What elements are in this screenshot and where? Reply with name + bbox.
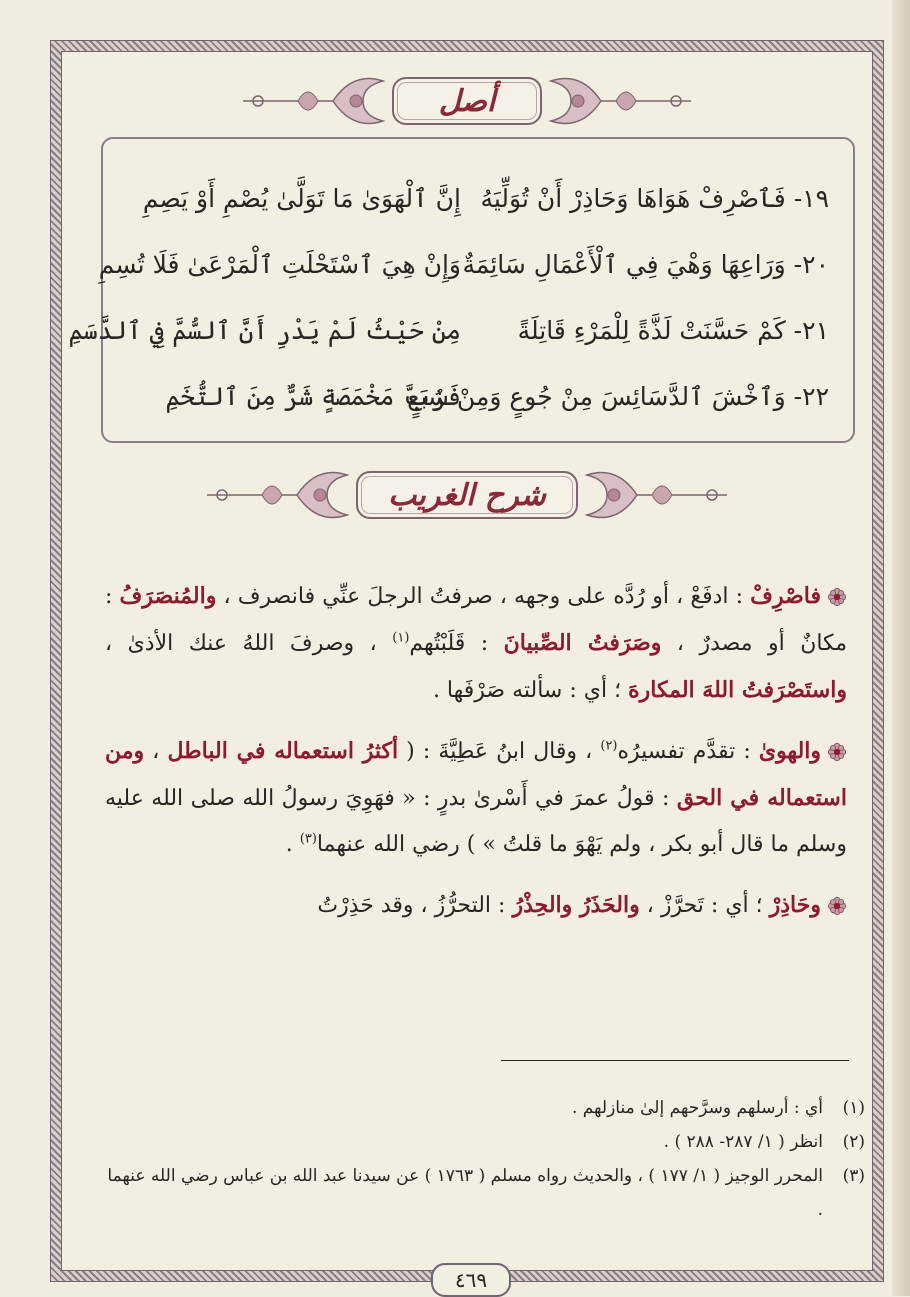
term: والهوىٰ — [758, 738, 822, 764]
footnote-ref: (٣) — [299, 831, 317, 847]
section1-title-plaque — [392, 77, 542, 125]
text-run: : قَلَبْتُهم — [409, 631, 504, 656]
right-ornament-icon — [546, 76, 696, 126]
term: وحَاذِرْ — [769, 892, 821, 918]
footnote-text: انظر ( ١/ ٢٨٧- ٢٨٨ ) . — [663, 1132, 823, 1152]
verse-first-hemistich: ٢١- كَمْ حَسَّنَتْ لَذَّةً لِلْمَرْءِ قَاتِلَةً — [517, 316, 829, 345]
verse-row — [103, 373, 857, 421]
footnote-number: (١) — [842, 1098, 865, 1118]
verse-box — [68, 137, 855, 443]
flower-bullet-icon — [827, 587, 847, 607]
footnote-number: (٣) — [842, 1166, 865, 1186]
page-frame — [50, 40, 884, 1292]
text-run: . — [285, 832, 300, 857]
left-ornament-icon — [202, 470, 352, 520]
flower-bullet-icon — [827, 896, 847, 916]
verse-row — [98, 241, 857, 289]
right-ornament-icon — [582, 470, 732, 520]
verse-first-hemistich: ٢٢- وَٱخْشَ ٱلدَّسَائِسَ مِنْ جُوعٍ وَمِنْ شِبَعٍ — [407, 382, 829, 411]
explanation-text — [105, 573, 847, 943]
text-run: ؛ أي : تَحرَّزْ ، — [639, 893, 770, 918]
verse-first-hemistich: ١٩- فَٱصْرِفْ هَوَاهَا وَحَاذِرْ أَنْ تُوَلِّيَهُ — [480, 184, 829, 213]
text-run: : قولُ عمرَ في أَسْرىٰ بدرٍ : « فهَوِيَ رسولُ الله صلى الله عليه وسلم ما قال أبو بكر ، ولم يَهْوَ ما قلتُ » ) رضي الله عنهما — [105, 786, 847, 857]
footnote-ref: (١) — [392, 630, 410, 646]
text-run: : ادفَعْ ، أو رُدَّه على وجهه ، صرفتُ الرجلَ عنِّي فانصرف ، — [216, 584, 751, 609]
term: واستَصْرَفتُ اللهَ المكارهَ — [628, 677, 847, 703]
section1-header — [61, 71, 873, 131]
flower-bullet-icon — [827, 742, 847, 762]
verse-second-hemistich: إِنَّ ٱلْهَوَىٰ مَا تَوَلَّىٰ يُصْمِ أَوْ يَصِمِ — [142, 184, 461, 213]
section2-title: شرح الغريب — [388, 477, 546, 513]
term: والمُنصَرَفُ — [119, 583, 217, 609]
page-edge — [892, 0, 910, 1296]
footnotes — [105, 1091, 865, 1227]
text-run: ، وقال ابنُ عَطِيَّةَ : ( — [398, 739, 601, 764]
footnote — [105, 1159, 865, 1227]
verse-second-hemistich: مِنْ حَيْثُ لَمْ يَدْرِ أَنَّ ٱلسُّمَّ فِي ٱلدَّسَمِ — [68, 316, 461, 345]
explanation-paragraph — [105, 573, 847, 714]
verse-first-hemistich: ٢٠- وَرَاعِهَا وَهْيَ فِي ٱلْأَعْمَالِ سَائِمَةٌ — [462, 250, 829, 279]
footnote-text: أي : أرسلهم وسرَّحهم إلىٰ منازلهم . — [571, 1098, 823, 1118]
footnote-text: المحرر الوجيز ( ١/ ١٧٧ ) ، والحديث رواه مسلم ( ١٧٦٣ ) عن سيدنا عبد الله بن عباس رضي الله عنهما . — [107, 1166, 823, 1220]
footnote — [105, 1125, 865, 1159]
explanation-paragraph — [105, 882, 847, 929]
text-run: ؛ أي : سألته صَرْفَها . — [432, 678, 629, 703]
verse-second-hemistich: فَرُبَّ مَخْمَصَةٍ شَرٌّ مِنَ ٱلتُّخَمِ — [165, 382, 461, 411]
term: أكثرُ استعماله في الباطل — [167, 738, 399, 764]
page-number: ٤٦٩ — [431, 1263, 511, 1297]
text-run: ، وصرفَ اللهُ عنك الأذىٰ ، — [105, 631, 393, 656]
footnote — [105, 1091, 865, 1125]
left-ornament-icon — [238, 76, 388, 126]
explanation-paragraph — [105, 728, 847, 868]
text-run: : مكانٌ أو مصدرٌ ، — [105, 584, 847, 656]
verse-second-hemistich: وَإِنْ هِيَ ٱسْتَحْلَتِ ٱلْمَرْعَىٰ فَلَا تُسِمِ — [98, 250, 461, 279]
term: وصَرَفتُ الصِّبيانَ — [503, 630, 662, 656]
verse-row — [103, 175, 857, 223]
section2-header — [61, 465, 873, 525]
footnote-number: (٢) — [842, 1132, 865, 1152]
text-run: ، — [144, 739, 168, 764]
section2-title-plaque — [356, 471, 578, 519]
text-run: : تقدَّم تفسيرُه — [617, 739, 759, 764]
term: والحَذَرُ والحِذْرُ — [512, 892, 640, 918]
section1-title: أصل — [438, 83, 496, 119]
footnote-ref: (٢) — [600, 738, 618, 754]
term: ومن استعماله في الحق — [105, 738, 847, 811]
verse-row — [68, 307, 857, 355]
footnote-divider — [501, 1060, 849, 1061]
term: فاصْرِفْ — [750, 583, 822, 609]
text-run: : التحرُّزُ ، وقد حَذِرْتُ — [317, 893, 513, 918]
